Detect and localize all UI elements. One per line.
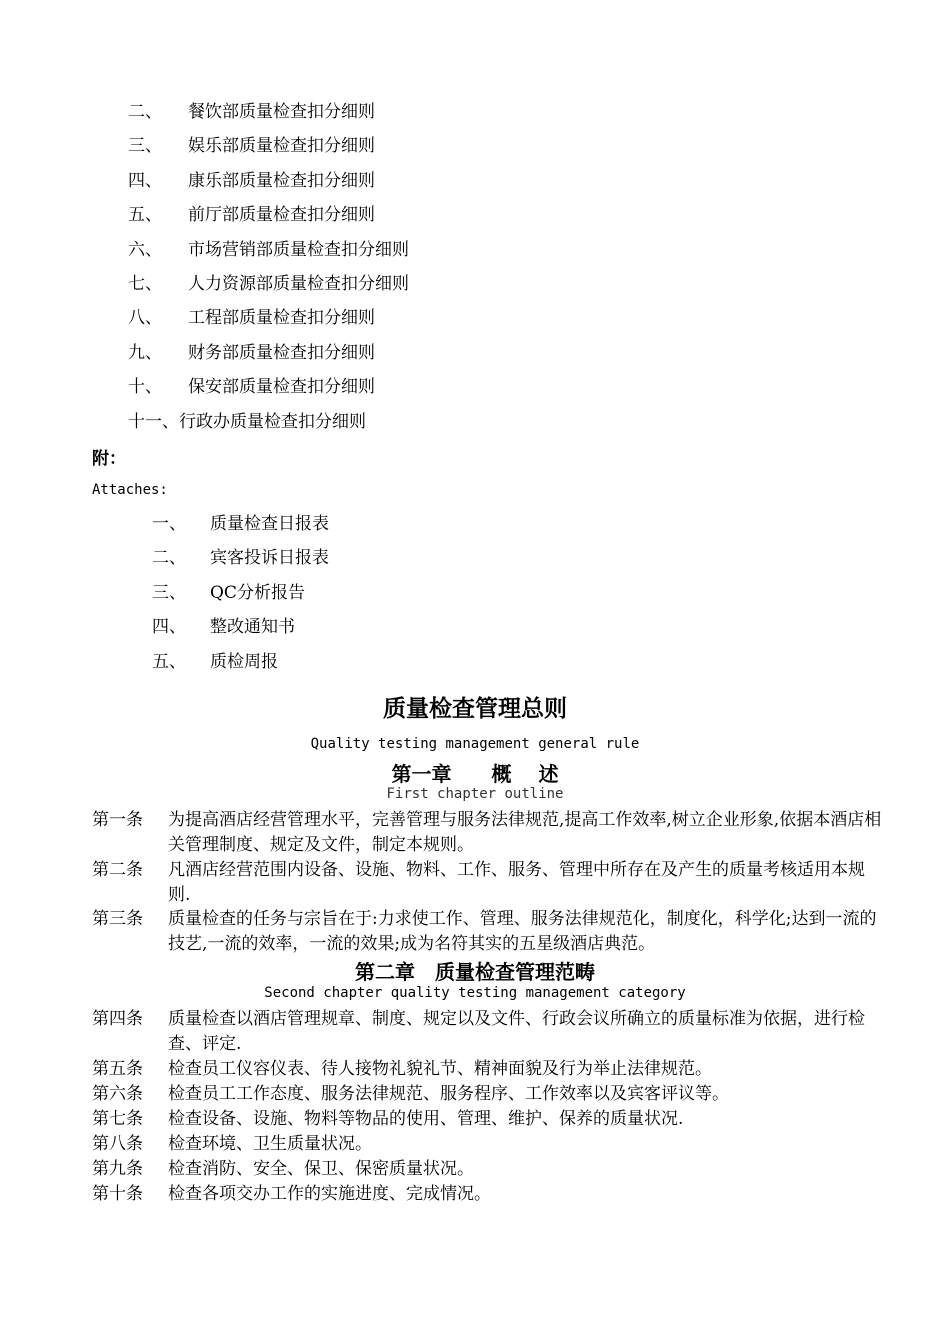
article bbox=[92, 858, 882, 908]
chapter-2-title-english: Second chapter quality testing management category bbox=[264, 985, 686, 1001]
chapter-1-title: 第一章 概 述 bbox=[391, 762, 559, 786]
attach-item bbox=[152, 648, 329, 682]
toc-item-number: 十、 bbox=[128, 377, 162, 398]
toc-item-text: 餐饮部质量检查扣分细则 bbox=[188, 102, 375, 122]
article bbox=[92, 1157, 882, 1182]
article-label: 第九条 bbox=[92, 1159, 143, 1179]
article bbox=[92, 1082, 882, 1107]
toc-item-text: 前厅部质量检查扣分细则 bbox=[188, 205, 375, 226]
toc-item-number: 四、 bbox=[128, 170, 162, 191]
article bbox=[92, 1057, 882, 1082]
toc-item-number: 五、 bbox=[128, 205, 162, 226]
chapter-1-title-english: First chapter outline bbox=[386, 786, 564, 802]
article-text: 检查各项交办工作的实施进度、完成情况。 bbox=[168, 1184, 491, 1204]
toc-item bbox=[128, 132, 409, 166]
toc-list bbox=[128, 98, 409, 442]
toc-item-text: 财务部质量检查扣分细则 bbox=[188, 342, 375, 363]
toc-item-text: 工程部质量检查扣分细则 bbox=[188, 308, 375, 329]
toc-item bbox=[128, 408, 409, 442]
article bbox=[92, 1107, 882, 1132]
article-label: 第十条 bbox=[92, 1184, 143, 1204]
attach-heading: 附： bbox=[92, 449, 126, 469]
article-label: 第四条 bbox=[92, 1009, 143, 1029]
attach-list bbox=[152, 510, 329, 682]
article bbox=[92, 1007, 882, 1057]
attach-item-text: QC分析报告 bbox=[210, 582, 305, 603]
general-rule-title-english: Quality testing management general rule bbox=[310, 736, 640, 752]
toc-item-text: 康乐部质量检查扣分细则 bbox=[188, 170, 375, 191]
attach-item bbox=[152, 579, 329, 613]
attach-heading-english: Attaches: bbox=[92, 482, 168, 498]
article-text: 检查员工工作态度、服务法律规范、服务程序、工作效率以及宾客评议等。 bbox=[168, 1084, 729, 1104]
article bbox=[92, 808, 882, 858]
article bbox=[92, 907, 882, 957]
toc-item bbox=[128, 304, 409, 338]
toc-item bbox=[128, 201, 409, 235]
article-text: 检查设备、设施、物料等物品的使用、管理、维护、保养的质量状况. bbox=[168, 1109, 684, 1129]
toc-item-text: 人力资源部质量检查扣分细则 bbox=[188, 273, 409, 294]
article-label: 第八条 bbox=[92, 1134, 143, 1154]
toc-item bbox=[128, 339, 409, 373]
attach-item-text: 质检周报 bbox=[210, 651, 278, 672]
article bbox=[92, 1182, 882, 1207]
toc-item-number: 二、 bbox=[128, 102, 162, 122]
attach-item-number: 五、 bbox=[152, 651, 186, 672]
chapter-2-title: 第二章 质量检查管理范畴 bbox=[355, 960, 595, 984]
toc-item-text: 市场营销部质量检查扣分细则 bbox=[188, 239, 409, 260]
attach-item-number: 三、 bbox=[152, 582, 186, 603]
attach-item bbox=[152, 510, 329, 544]
article-label: 第三条 bbox=[92, 909, 143, 929]
toc-item-number: 七、 bbox=[128, 273, 162, 294]
article-text: 检查环境、卫生质量状况。 bbox=[168, 1134, 372, 1154]
attach-item-text: 宾客投诉日报表 bbox=[210, 548, 329, 569]
toc-item bbox=[128, 236, 409, 270]
attach-item bbox=[152, 544, 329, 578]
attach-item-number: 一、 bbox=[152, 514, 186, 534]
toc-item-text: 娱乐部质量检查扣分细则 bbox=[188, 136, 375, 157]
article-text: 凡酒店经营范围内设备、设施、物料、工作、服务、管理中所存在及产生的质量考核适用本规则. bbox=[168, 860, 865, 905]
article-label: 第一条 bbox=[92, 810, 143, 830]
toc-item bbox=[128, 167, 409, 201]
article-text: 质量检查的任务与宗旨在于:力求使工作、管理、服务法律规范化，制度化，科学化;达到一流的技艺,一流的效率，一流的效果;成为名符其实的五星级酒店典范。 bbox=[168, 909, 877, 954]
attach-item bbox=[152, 613, 329, 647]
article-label: 第二条 bbox=[92, 860, 143, 880]
attach-item-text: 质量检查日报表 bbox=[210, 514, 329, 534]
toc-item bbox=[128, 373, 409, 407]
toc-item bbox=[128, 98, 409, 132]
toc-item-number: 十一、 bbox=[128, 411, 179, 432]
article-text: 质量检查以酒店管理规章、制度、规定以及文件、行政会议所确立的质量标准为依据，进行检查、评定. bbox=[168, 1009, 865, 1054]
article-text: 为提高酒店经营管理水平，完善管理与服务法律规范,提高工作效率,树立企业形象,依据本酒店相关管理制度、规定及文件，制定本规则。 bbox=[168, 810, 882, 855]
article-label: 第七条 bbox=[92, 1109, 143, 1129]
toc-item-text: 保安部质量检查扣分细则 bbox=[188, 377, 375, 398]
toc-item-number: 三、 bbox=[128, 136, 162, 157]
toc-item-text: 行政办质量检查扣分细则 bbox=[179, 411, 366, 432]
attach-item-number: 二、 bbox=[152, 548, 186, 569]
attach-item-text: 整改通知书 bbox=[210, 617, 295, 638]
article-text: 检查员工仪容仪表、待人接物礼貌礼节、精神面貌及行为举止法律规范。 bbox=[168, 1059, 712, 1079]
article-label: 第五条 bbox=[92, 1059, 143, 1079]
article-label: 第六条 bbox=[92, 1084, 143, 1104]
article-text: 检查消防、安全、保卫、保密质量状况。 bbox=[168, 1159, 474, 1179]
general-rule-title: 质量检查管理总则 bbox=[383, 695, 567, 722]
toc-item bbox=[128, 270, 409, 304]
article bbox=[92, 1132, 882, 1157]
toc-item-number: 六、 bbox=[128, 239, 162, 260]
toc-item-number: 九、 bbox=[128, 342, 162, 363]
toc-item-number: 八、 bbox=[128, 308, 162, 329]
attach-item-number: 四、 bbox=[152, 617, 186, 638]
